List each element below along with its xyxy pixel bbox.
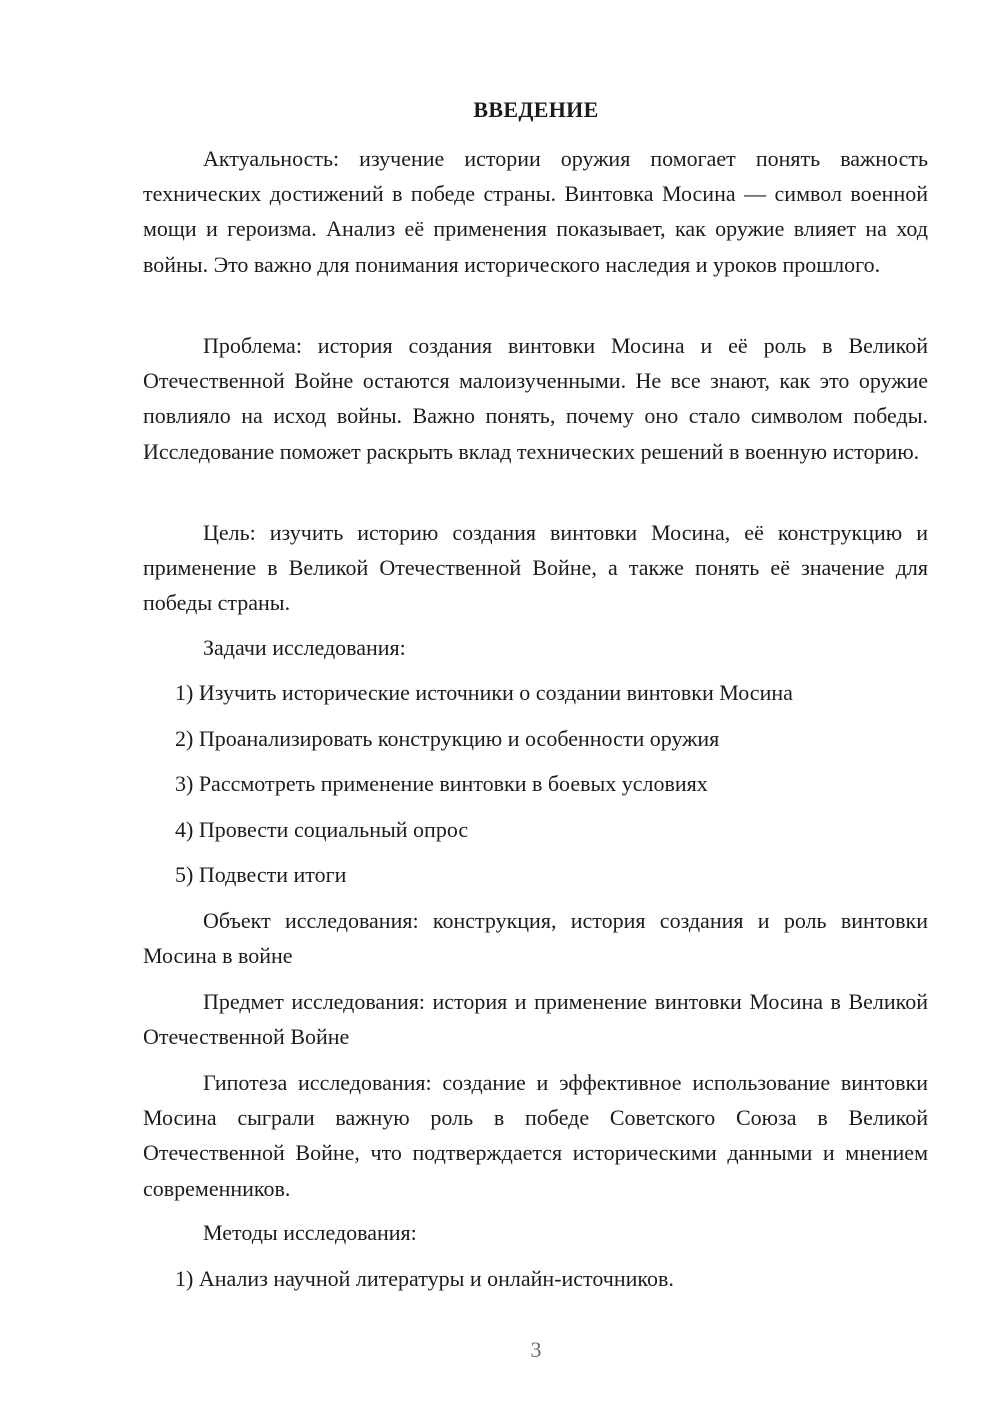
methods-label: Методы исследования: [203, 1220, 417, 1245]
task-item: 5) Подвести итоги [175, 862, 347, 887]
subject-paragraph: Предмет исследования: история и применение винтовки Мосина в Великой Отечественной Войне [143, 989, 928, 1050]
relevance-paragraph: Актуальность: изучение истории оружия помогает понять важность технических достижений в победе страны. Винтовка Мосина — символ военной мощи и героизма. Анализ её применения показывает, как оружие влияет на ход войны. Это важно для понимания исторического наследия и уроков прошлого. [143, 146, 928, 277]
problem-paragraph: Проблема: история создания винтовки Мосина и её роль в Великой Отечественной Войне остаются малоизученными. Не все знают, как это оружие повлияло на исход войны. Важно понять, почему оно стало символом победы. Исследование поможет раскрыть вклад технических решений в военную историю. [143, 333, 928, 464]
task-item: 1) Изучить исторические источники о создании винтовки Мосина [175, 680, 793, 705]
section-heading: ВВЕДЕНИЕ [473, 97, 599, 122]
method-item: 1) Анализ научной литературы и онлайн-источников. [175, 1266, 674, 1291]
task-item: 2) Проанализировать конструкцию и особенности оружия [175, 726, 720, 751]
task-item: 4) Провести социальный опрос [175, 817, 469, 842]
object-paragraph: Объект исследования: конструкция, история создания и роль винтовки Мосина в войне [143, 908, 928, 969]
goal-paragraph: Цель: изучить историю создания винтовки Мосина, её конструкцию и применение в Великой Отечественной Войне, а также понять её значение для победы страны. [143, 520, 928, 616]
hypothesis-paragraph: Гипотеза исследования: создание и эффективное использование винтовки Мосина сыграли важную роль в победе Советского Союза в Великой Отечественной Войне, что подтверждается историческими данными и мнением современников. [143, 1070, 928, 1201]
tasks-label: Задачи исследования: [203, 635, 406, 660]
page-number: 3 [530, 1337, 542, 1362]
task-item: 3) Рассмотреть применение винтовки в боевых условиях [175, 771, 708, 796]
